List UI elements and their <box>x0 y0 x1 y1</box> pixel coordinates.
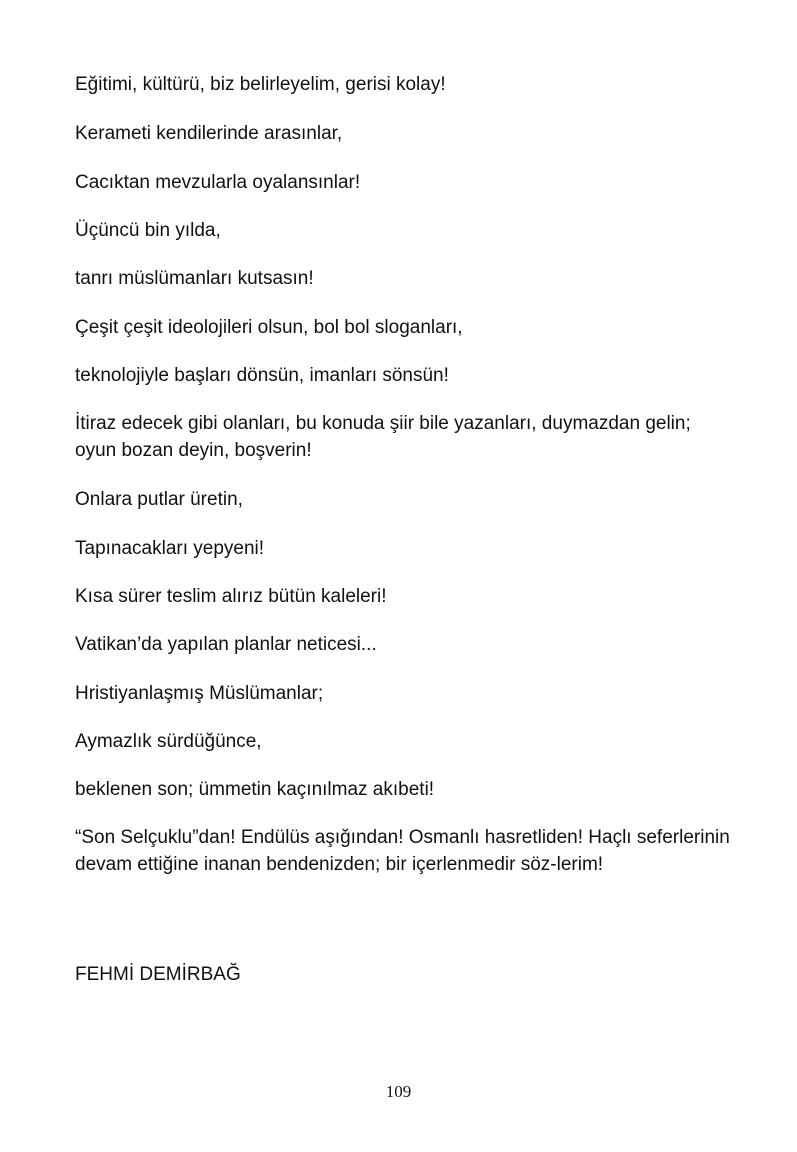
paragraph-13: Hristiyanlaşmış Müslümanlar; <box>75 683 324 704</box>
paragraph-7: teknolojiyle başları dönsün, imanları sönsün! <box>75 365 449 386</box>
paragraph-10: Tapınacakları yepyeni! <box>75 538 265 559</box>
paragraph-8: İtiraz edecek gibi olanları, bu konuda şiir bile yazanları, duymazdan gelin; oyun bozan deyin, boşverin! <box>75 413 691 461</box>
paragraph-9: Onlara putlar üretin, <box>75 489 243 510</box>
paragraph-1: Eğitimi, kültürü, biz belirleyelim, gerisi kolay! <box>75 74 446 95</box>
paragraph-4: Üçüncü bin yılda, <box>75 220 221 241</box>
author-signature: FEHMİ DEMİRBAĞ <box>75 964 241 985</box>
page-number: 109 <box>385 1082 412 1101</box>
paragraph-6: Çeşit çeşit ideolojileri olsun, bol bol sloganları, <box>75 317 463 338</box>
paragraph-16: “Son Selçuklu”dan! Endülüs aşığından! Osmanlı hasretliden! Haçlı seferlerinin devam ettiğine inanan bendenizden; bir içerlenmedir söz-lerim! <box>75 827 730 875</box>
paragraph-2: Kerameti kendilerinde arasınlar, <box>75 123 343 144</box>
paragraph-12: Vatikan’da yapılan planlar neticesi... <box>75 634 377 655</box>
paragraph-15: beklenen son; ümmetin kaçınılmaz akıbeti! <box>75 779 435 800</box>
paragraph-11: Kısa sürer teslim alırız bütün kaleleri! <box>75 586 387 607</box>
paragraph-14: Aymazlık sürdüğünce, <box>75 731 262 752</box>
paragraph-3: Cacıktan mevzularla oyalansınlar! <box>75 172 361 193</box>
paragraph-5: tanrı müslümanları kutsasın! <box>75 268 314 289</box>
